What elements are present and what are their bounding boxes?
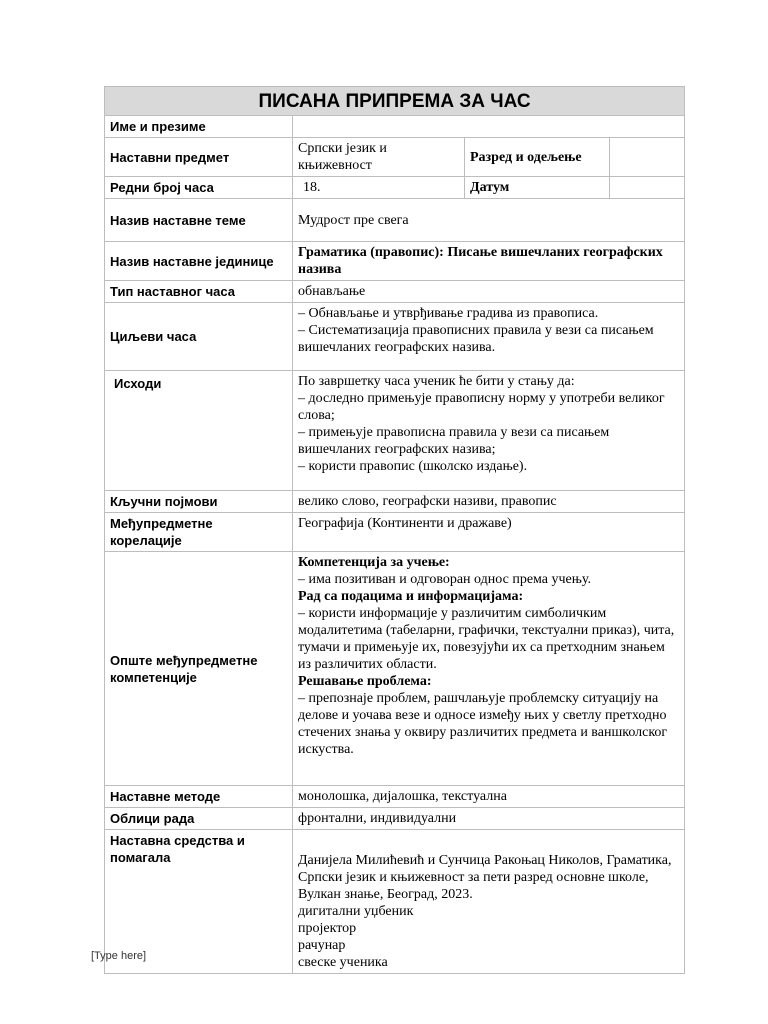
label-lesson-number: Редни број часа (105, 177, 293, 199)
label-forms: Облици рада (105, 808, 293, 830)
material-item: рачунар (298, 938, 346, 953)
value-competencies (293, 552, 685, 786)
label-materials: Наставна средства и помагала (105, 830, 293, 974)
value-date (610, 177, 685, 199)
competency-heading: Компетенција за учење: (298, 555, 450, 570)
value-outcomes (293, 371, 685, 491)
page-title: ПИСАНА ПРИПРЕМА ЗА ЧАС (105, 87, 685, 116)
value-keywords: велико слово, географски називи, правопис (293, 491, 685, 513)
outcome-item: – доследно примењује правописну норму у употреби великог слова; (298, 391, 665, 423)
label-subject: Наставни предмет (105, 138, 293, 177)
value-topic: Мудрост пре свега (293, 199, 685, 242)
value-unit: Граматика (правопис): Писање вишечланих географских назива (293, 242, 685, 281)
goal-item: – Систематизација правописних правила у вези са писањем вишечланих географских назива. (298, 323, 654, 355)
label-topic: Назив наставне теме (105, 199, 293, 242)
label-keywords: Кључни појмови (105, 491, 293, 513)
value-correlation: Географија (Континенти и дражаве) (293, 513, 685, 552)
label-grade: Разред и одељење (465, 138, 610, 177)
label-methods: Наставне методе (105, 786, 293, 808)
value-lesson-type: обнављање (293, 281, 685, 303)
value-methods: монолошка, дијалошка, текстуална (293, 786, 685, 808)
label-correlation: Међупредметне корелације (105, 513, 293, 552)
label-unit: Назив наставне јединице (105, 242, 293, 281)
outcome-item: – користи правопис (школско издање). (298, 459, 528, 474)
label-name: Име и презиме (105, 116, 293, 138)
value-lesson-number: 18. (293, 177, 465, 199)
material-item: дигитални уџбеник (298, 904, 414, 919)
material-item: Данијела Милићевић и Сунчица Ракоњац Николов, Граматика, Српски језик и књижевност за пети разред основне школе, Вулкан знање, Београд, 2023. (298, 853, 672, 902)
material-item: свеске ученика (298, 955, 388, 970)
outcome-item: – примењује правописна правила у вези са писањем вишечланих географских назива; (298, 425, 610, 457)
label-date: Датум (465, 177, 610, 199)
competency-text: – препознаје проблем, рашчлањује проблемску ситуацију на делове и уочава везе и односе између њих у светлу претходно стечених знања у оквиру различитих предмета и ваншколског искуства. (298, 691, 668, 757)
label-outcomes: Исходи (105, 371, 293, 491)
competency-heading: Решавање проблема: (298, 674, 432, 689)
value-materials (293, 830, 685, 974)
goal-item: – Обнављање и утврђивање градива из правописа. (298, 306, 599, 321)
label-competencies: Опште међупредметне компетенције (105, 552, 293, 786)
value-subject: Српски језик и књижевност (293, 138, 465, 177)
page-footer[interactable]: [Type here] (91, 950, 147, 962)
value-forms: фронтални, индивидуални (293, 808, 685, 830)
label-lesson-type: Тип наставног часа (105, 281, 293, 303)
material-item: пројектор (298, 921, 357, 936)
value-name (293, 116, 685, 138)
lesson-plan-table (104, 86, 685, 974)
competency-text: – користи информације у различитим симболичким модалитетима (табеларни, графички, текстуални приказ), чита, тумачи и примењује их, повезујући их са претходним знањем из различитих области. (298, 606, 675, 672)
competency-text: – има позитиван и одговоран однос према учењу. (298, 572, 591, 587)
label-goals: Циљеви часа (105, 303, 293, 371)
value-grade (610, 138, 685, 177)
competency-heading: Рад са подацима и информацијама: (298, 589, 524, 604)
outcome-item: По завршетку часа ученик ће бити у стању да: (298, 374, 575, 389)
value-goals (293, 303, 685, 371)
